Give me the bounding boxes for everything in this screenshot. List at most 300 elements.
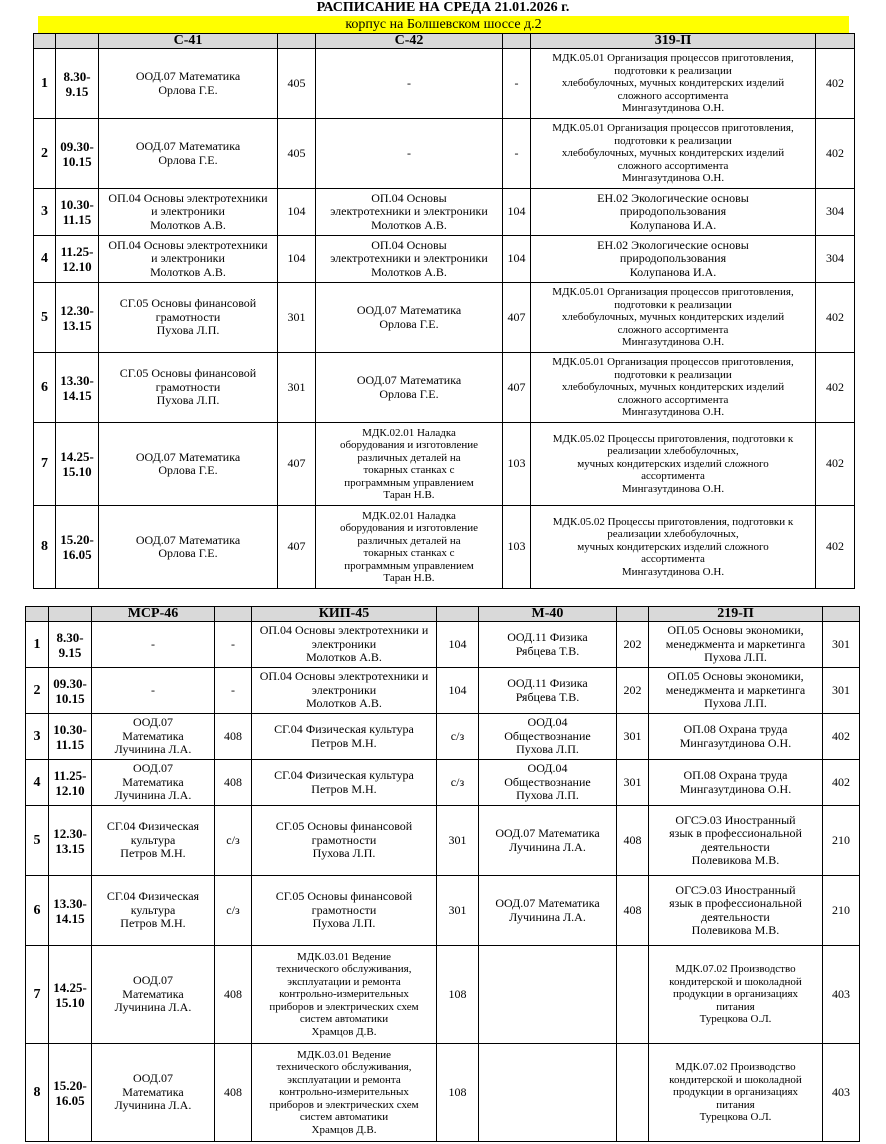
room-number (617, 1044, 649, 1142)
group-header: 319-П (531, 34, 816, 49)
lesson-text-line: ООД.04 (527, 761, 568, 776)
table-row (34, 506, 855, 589)
lesson-cell (99, 236, 278, 283)
lesson-text-line: Рябцева Т.В. (515, 643, 580, 658)
lesson-text-line: Мингазутдинова О.Н. (621, 172, 725, 185)
lesson-text-line: грамотности (155, 379, 221, 394)
lesson-time-line: 10.15 (62, 153, 92, 169)
lesson-text-line: менеджмента и маркетинга (665, 682, 806, 697)
lesson-cell (531, 506, 816, 589)
lesson-text-line: МДК.03.01 Ведение (296, 950, 392, 963)
lesson-text-line: ОП.04 Основы электротехники и (259, 623, 429, 638)
lesson-text-line: Петров М.Н. (311, 781, 377, 796)
lesson-number: 5 (34, 283, 56, 353)
lesson-text-line: приборов и электрических схем (269, 1000, 419, 1013)
lesson-cell (252, 876, 437, 946)
lesson-time (56, 353, 99, 423)
lesson-time (56, 423, 99, 506)
lesson-cell (316, 236, 503, 283)
table-row (26, 714, 860, 760)
lesson-text-line: Лучинина Л.А. (114, 1098, 192, 1113)
room-number: 108 (437, 946, 479, 1044)
lesson-text-line: Орлова Г.Е. (379, 316, 439, 331)
lesson-time-line: 12.30- (53, 825, 87, 841)
lesson-text-line: и электроники (151, 251, 225, 266)
lesson-text-line: ООД.11 Физика (507, 630, 588, 644)
lesson-number: 1 (34, 49, 56, 119)
lesson-text-line: Мингазутдинова О.Н. (679, 781, 792, 796)
lesson-time (56, 236, 99, 283)
lesson-cell (99, 49, 278, 119)
lesson-text-line: подготовки к реализации (614, 64, 732, 77)
table-row (26, 622, 860, 668)
lesson-cell (316, 189, 503, 236)
lesson-time-line: 12.30- (60, 302, 94, 318)
lesson-number: 6 (34, 353, 56, 423)
lesson-text-line: хлебобулочных, мучных кондитерских изделий (561, 311, 785, 324)
room-number: 104 (278, 189, 316, 236)
room-number: 405 (278, 119, 316, 189)
lesson-text-line: природопользования (619, 204, 727, 219)
lesson-cell (649, 1044, 823, 1142)
lesson-time-line: 13.30- (53, 895, 87, 911)
lesson-text-line: Молотков А.В. (150, 264, 226, 279)
room-number: 402 (816, 506, 855, 589)
lesson-cell (252, 760, 437, 806)
table-row (26, 806, 860, 876)
lesson-text-line: МДК.05.01 Организация процессов приготовления, (552, 52, 794, 65)
lesson-text-line: электротехники и электроники (330, 251, 488, 266)
lesson-text-line: программным управлением (344, 559, 474, 572)
lesson-text-line: контрольно-измерительных (279, 1086, 409, 1099)
room-number: 403 (823, 946, 860, 1044)
lesson-cell (479, 668, 617, 714)
lesson-text-line: Колупанова И.А. (629, 264, 717, 279)
lesson-text-line: ООД.07 Математика (356, 303, 462, 317)
room-number: 408 (617, 806, 649, 876)
lesson-text-line: Мингазутдинова О.Н. (621, 102, 725, 115)
room-number: 405 (278, 49, 316, 119)
lesson-time-line: 9.15 (58, 644, 82, 660)
lesson-time (56, 119, 99, 189)
lesson-cell (531, 119, 816, 189)
lesson-time (49, 760, 92, 806)
page-title: РАСПИСАНИЕ НА СРЕДА 21.01.2026 г. (316, 0, 570, 15)
lesson-text-line: Обществознание (504, 728, 591, 743)
lesson-text-line: МДК.03.01 Ведение (296, 1048, 392, 1061)
room-number: 408 (617, 876, 649, 946)
lesson-time-line: 12.10 (62, 259, 92, 274)
lesson-text-line: ООД.07 Математика (135, 139, 241, 153)
lesson-time-line: 15.10 (62, 464, 92, 479)
lesson-text-line: Мингазутдинова О.Н. (621, 482, 725, 495)
room-number: 402 (816, 49, 855, 119)
lesson-number: 4 (26, 760, 49, 806)
room-number: 402 (816, 119, 855, 189)
lesson-text-line: МДК.05.02 Процессы приготовления, подготовки к (552, 515, 794, 528)
room-number: 104 (437, 668, 479, 714)
lesson-cell (479, 714, 617, 760)
room-number (617, 946, 649, 1044)
lesson-number: 5 (26, 806, 49, 876)
group-header: МСР-46 (92, 607, 215, 622)
lesson-text-line: ООД.07 Математика (356, 373, 462, 387)
lesson-time-line: 11.25- (60, 244, 94, 259)
lesson-text-line: хлебобулочных, мучных кондитерских изделий (561, 147, 785, 160)
lesson-text-line: ООД.07 Математика (135, 69, 241, 83)
lesson-text-line: мучных кондитерских изделий сложного (577, 540, 769, 553)
lesson-text-line: ООД.11 Физика (507, 676, 588, 690)
lesson-text-line: сложного ассортимента (617, 393, 729, 406)
lesson-time-line: 13.30- (60, 372, 94, 388)
lesson-number: 8 (34, 506, 56, 589)
lesson-time-line: 10.30- (53, 721, 87, 737)
lesson-text-line: Петров М.Н. (311, 735, 377, 750)
lesson-text-line: электротехники и электроники (330, 204, 488, 219)
lesson-text-line: МДК.05.02 Процессы приготовления, подготовки к (552, 432, 794, 445)
group-header: М-40 (479, 607, 617, 622)
room-header-blank (816, 34, 855, 49)
lesson-text-line: ООД.07 (133, 761, 173, 776)
room-number: 301 (617, 714, 649, 760)
lesson-text-line: Пухова Л.П. (516, 788, 579, 803)
lesson-number: 8 (26, 1044, 49, 1142)
table-row (34, 119, 855, 189)
room-number: 103 (503, 506, 531, 589)
lesson-time-line: 15.20- (53, 1077, 87, 1093)
room-header-blank (823, 607, 860, 622)
lesson-text-line: подготовки к реализации (614, 134, 732, 147)
room-number: с/з (437, 714, 479, 760)
lesson-cell (92, 876, 215, 946)
lesson-text-line: Пухова Л.П. (516, 742, 579, 757)
lesson-cell (252, 946, 437, 1044)
lesson-text-line: - (407, 145, 411, 160)
lesson-number: 7 (26, 946, 49, 1044)
lesson-text-line: ОП.04 Основы электротехники (108, 190, 268, 205)
schedule-table-1 (33, 33, 855, 589)
lesson-text-line: Лучинина Л.А. (114, 1000, 192, 1015)
lesson-text-line: деятельности (701, 909, 770, 924)
lesson-cell (479, 946, 617, 1044)
lesson-text-line: Пухова Л.П. (312, 846, 376, 861)
lesson-time-line: 9.15 (65, 83, 89, 99)
lesson-time (49, 622, 92, 668)
room-number: 301 (278, 353, 316, 423)
lesson-time-line: 10.15 (55, 690, 85, 706)
lesson-text-line: ОП.08 Охрана труда (683, 768, 788, 782)
lesson-text-line: хлебобулочных, мучных кондитерских изделий (561, 381, 785, 394)
lesson-time-line: 12.10 (55, 782, 85, 798)
lesson-text-line: - (151, 636, 155, 651)
lesson-cell (99, 353, 278, 423)
lesson-cell (92, 946, 215, 1044)
header-time-blank (49, 607, 92, 622)
lesson-time-line: 16.05 (55, 1092, 85, 1108)
lesson-text-line: МДК.05.01 Организация процессов приготовления, (552, 356, 794, 369)
lesson-text-line: ООД.07 Математика (135, 532, 241, 547)
lesson-time (56, 49, 99, 119)
lesson-text-line: культура (130, 832, 176, 847)
lesson-number: 4 (34, 236, 56, 283)
lesson-text-line: ассортимента (641, 470, 705, 483)
table-row (34, 423, 855, 506)
lesson-text-line: ОП.04 Основы (371, 237, 447, 252)
lesson-cell (252, 1044, 437, 1142)
lesson-text-line: мучных кондитерских изделий сложного (577, 457, 769, 470)
lesson-text-line: токарных станках с (363, 547, 455, 559)
lesson-text-line: электроники (311, 682, 377, 697)
lesson-text-line: Орлова Г.Е. (158, 546, 218, 560)
lesson-cell (99, 119, 278, 189)
lesson-text-line: и электроники (151, 204, 225, 219)
lesson-text-line: ООД.07 (133, 1071, 173, 1086)
table-row (26, 1044, 860, 1142)
lesson-cell (479, 1044, 617, 1142)
room-header-blank (278, 34, 316, 49)
lesson-cell (92, 714, 215, 760)
lesson-text-line: СГ.04 Физическая (106, 889, 200, 904)
lesson-text-line: питания (716, 1098, 755, 1111)
room-number: 210 (823, 806, 860, 876)
room-number: - (215, 668, 252, 714)
lesson-text-line: Мингазутдинова О.Н. (621, 406, 725, 419)
lesson-cell (479, 622, 617, 668)
lesson-cell (649, 760, 823, 806)
lesson-text-line: Орлова Г.Е. (158, 463, 218, 477)
group-header: С-41 (99, 34, 278, 49)
lesson-text-line: Математика (122, 986, 184, 1001)
schedule-table-2 (25, 606, 860, 1142)
lesson-time-line: 15.10 (55, 994, 85, 1010)
room-header-blank (617, 607, 649, 622)
header-time-blank (56, 34, 99, 49)
room-number: - (215, 622, 252, 668)
lesson-cell (92, 622, 215, 668)
room-number: 104 (503, 189, 531, 236)
lesson-text-line: Лучинина Л.А. (509, 839, 586, 854)
lesson-text-line: МДК.05.01 Организация процессов приготовления, (552, 122, 794, 135)
lesson-text-line: ООД.07 (133, 973, 173, 988)
lesson-time-line: 11.15 (55, 736, 85, 752)
lesson-time (49, 876, 92, 946)
room-number: 408 (215, 946, 252, 1044)
lesson-cell (99, 506, 278, 589)
lesson-text-line: систем автоматики (299, 1013, 389, 1026)
lesson-text-line: подготовки к реализации (614, 368, 732, 381)
lesson-cell (316, 119, 503, 189)
lesson-text-line: - (407, 75, 411, 90)
lesson-text-line: ООД.07 Математика (495, 896, 600, 910)
lesson-time-line: 14.25- (53, 979, 87, 995)
room-number: 407 (278, 506, 316, 589)
room-header-blank (437, 607, 479, 622)
room-number: 407 (503, 353, 531, 423)
lesson-number: 2 (34, 119, 56, 189)
lesson-time-line: 16.05 (62, 547, 92, 562)
header-num-blank (34, 34, 56, 49)
lesson-text-line: Пухова Л.П. (704, 696, 767, 711)
lesson-text-line: Рябцева Т.В. (515, 689, 580, 704)
lesson-text-line: ЕН.02 Экологические основы (597, 237, 749, 252)
lesson-text-line: природопользования (619, 251, 727, 266)
lesson-text-line: Молотков А.В. (306, 650, 382, 665)
lesson-text-line: программным управлением (344, 476, 474, 489)
lesson-text-line: МДК.07.02 Производство (675, 1061, 796, 1074)
lesson-time (56, 283, 99, 353)
lesson-text-line: Пухова Л.П. (312, 916, 376, 931)
lesson-text-line: ОГСЭ.03 Иностранный (675, 812, 796, 827)
lesson-number: 3 (26, 714, 49, 760)
lesson-text-line: ООД.07 Математика (135, 449, 241, 464)
lesson-time-line: 13.15 (55, 840, 85, 856)
group-header: С-42 (316, 34, 503, 49)
lesson-time (49, 806, 92, 876)
lesson-time-line: 14.25- (60, 449, 94, 464)
lesson-text-line: Турецкова О.Л. (699, 1013, 772, 1026)
lesson-text-line: Колупанова И.А. (629, 217, 717, 232)
lesson-cell (649, 668, 823, 714)
lesson-number: 1 (26, 622, 49, 668)
table-header-row (26, 607, 860, 622)
lesson-text-line: СГ.04 Физическая культура (274, 768, 414, 782)
lesson-cell (252, 668, 437, 714)
lesson-text-line: хлебобулочных, мучных кондитерских изделий (561, 77, 785, 90)
lesson-time (49, 668, 92, 714)
table-row (34, 353, 855, 423)
lesson-text-line: грамотности (311, 832, 377, 847)
lesson-cell (479, 876, 617, 946)
lesson-text-line: - (151, 682, 155, 697)
room-number: 301 (437, 876, 479, 946)
lesson-text-line: подготовки к реализации (614, 298, 732, 311)
lesson-text-line: ОП.04 Основы (371, 190, 447, 205)
table-row (34, 283, 855, 353)
lesson-text-line: язык в профессиональной (669, 826, 802, 840)
room-number: 402 (816, 423, 855, 506)
lesson-text-line: Храмцов Д.В. (311, 1025, 377, 1038)
table-row (26, 876, 860, 946)
room-number: 402 (823, 714, 860, 760)
lesson-text-line: МДК.02.01 Наладка (362, 509, 456, 522)
room-number: 403 (823, 1044, 860, 1142)
table-header-row (34, 34, 855, 49)
lesson-text-line: Обществознание (504, 774, 591, 789)
lesson-text-line: СГ.04 Физическая культура (274, 722, 414, 736)
room-number: 301 (823, 622, 860, 668)
room-number: 402 (823, 760, 860, 806)
lesson-text-line: Петров М.Н. (120, 916, 186, 931)
lesson-cell (649, 806, 823, 876)
lesson-cell (531, 353, 816, 423)
lesson-cell (649, 714, 823, 760)
lesson-text-line: продукции в организациях (672, 988, 799, 1001)
lesson-text-line: ООД.04 (527, 715, 568, 730)
lesson-text-line: токарных станках с (363, 464, 455, 476)
group-header: КИП-45 (252, 607, 437, 622)
lesson-text-line: Пухова Л.П. (156, 393, 220, 408)
lesson-text-line: систем автоматики (299, 1111, 389, 1124)
lesson-text-line: эксплуатации и ремонта (287, 975, 401, 988)
room-number: 402 (816, 283, 855, 353)
lesson-time-line: 09.30- (60, 138, 94, 154)
lesson-text-line: Полевикова М.В. (691, 853, 780, 867)
lesson-cell (316, 283, 503, 353)
room-number: с/з (215, 876, 252, 946)
lesson-text-line: реализации хлебобулочных, (607, 528, 739, 541)
lesson-text-line: грамотности (155, 309, 221, 324)
lesson-time-line: 13.15 (62, 317, 92, 333)
lesson-text-line: ОП.08 Охрана труда (683, 722, 788, 736)
table-row (34, 236, 855, 283)
lesson-number: 3 (34, 189, 56, 236)
room-number: 304 (816, 189, 855, 236)
lesson-text-line: Молотков А.В. (306, 696, 382, 711)
lesson-cell (531, 189, 816, 236)
lesson-cell (479, 760, 617, 806)
lesson-time-line: 11.15 (62, 212, 92, 227)
lesson-cell (99, 189, 278, 236)
lesson-text-line: Математика (122, 728, 184, 743)
lesson-time (49, 946, 92, 1044)
lesson-text-line: ЕН.02 Экологические основы (597, 190, 749, 205)
lesson-cell (316, 353, 503, 423)
room-number: 103 (503, 423, 531, 506)
lesson-text-line: сложного ассортимента (617, 159, 729, 172)
lesson-cell (92, 668, 215, 714)
lesson-text-line: грамотности (311, 902, 377, 917)
room-number: 301 (617, 760, 649, 806)
lesson-text-line: язык в профессиональной (669, 896, 802, 910)
lesson-text-line: МДК.07.02 Производство (675, 963, 796, 976)
lesson-text-line: различных деталей на (357, 451, 461, 464)
lesson-text-line: технического обслуживания, (276, 963, 412, 976)
lesson-text-line: ОП.04 Основы электротехники (108, 237, 268, 252)
lesson-text-line: Мингазутдинова О.Н. (679, 735, 792, 750)
lesson-text-line: ОП.05 Основы экономики, (667, 669, 804, 684)
lesson-number: 7 (34, 423, 56, 506)
lesson-text-line: Орлова Г.Е. (158, 152, 218, 167)
lesson-text-line: технического обслуживания, (276, 1061, 412, 1074)
table-row (34, 189, 855, 236)
lesson-text-line: СГ.05 Основы финансовой (275, 889, 413, 904)
lesson-text-line: Лучинина Л.А. (509, 909, 586, 924)
group-header: 219-П (649, 607, 823, 622)
lesson-text-line: Пухова Л.П. (704, 650, 767, 665)
lesson-text-line: Турецкова О.Л. (699, 1111, 772, 1124)
lesson-text-line: Таран Н.В. (383, 489, 435, 501)
lesson-cell (649, 876, 823, 946)
table-row (26, 946, 860, 1044)
lesson-text-line: Молотков А.В. (371, 264, 447, 279)
room-number: 402 (816, 353, 855, 423)
lesson-text-line: ООД.07 Математика (495, 826, 600, 840)
header-num-blank (26, 607, 49, 622)
lesson-text-line: оборудования и изготовление (339, 439, 479, 451)
room-number: 104 (278, 236, 316, 283)
lesson-text-line: сложного ассортимента (617, 89, 729, 102)
lesson-time-line: 10.30- (60, 197, 94, 212)
lesson-text-line: Таран Н.В. (383, 572, 435, 584)
lesson-text-line: Храмцов Д.В. (311, 1123, 377, 1136)
lesson-cell (99, 283, 278, 353)
room-header-blank (215, 607, 252, 622)
lesson-time (56, 189, 99, 236)
lesson-time-line: 8.30- (56, 629, 84, 645)
room-number: 408 (215, 760, 252, 806)
lesson-text-line: деятельности (701, 839, 770, 854)
lesson-text-line: ОП.04 Основы электротехники и (259, 669, 429, 684)
